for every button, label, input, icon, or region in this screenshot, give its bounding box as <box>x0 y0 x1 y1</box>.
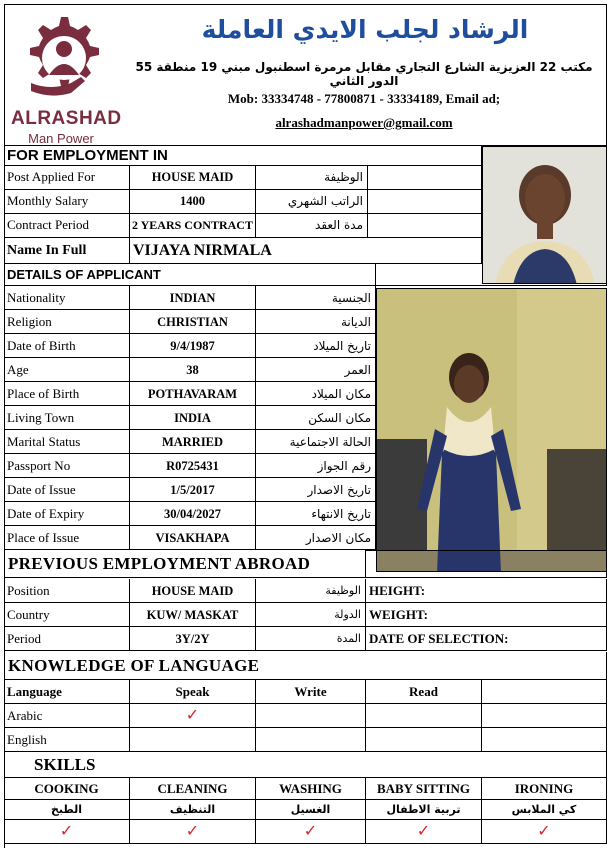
contract-label: Contract Period <box>4 214 130 238</box>
empty-cell <box>482 680 607 704</box>
applicant-field-label: Marital Status <box>4 430 130 454</box>
previous-field-label-ar: الدولة <box>256 603 366 627</box>
applicant-field-label-ar: مكان الميلاد <box>256 382 376 406</box>
previous-section-title: PREVIOUS EMPLOYMENT ABROAD <box>4 550 366 578</box>
skill-check: ✓ <box>4 820 130 844</box>
applicant-field-value: INDIAN <box>130 286 256 310</box>
company-phone: Mob: 33334748 - 77800871 - 33334189, Email ad; <box>227 91 501 106</box>
form-header <box>4 4 607 146</box>
empty-cell <box>366 704 482 728</box>
salary-value: 1400 <box>130 190 256 214</box>
empty-cell <box>366 550 607 578</box>
applicant-field-value: 1/5/2017 <box>130 478 256 502</box>
skill-name: WASHING <box>256 778 366 800</box>
applicant-field-label-ar: رقم الجواز <box>256 454 376 478</box>
empty-cell <box>256 704 366 728</box>
post-label: Post Applied For <box>4 166 130 190</box>
empty-cell <box>256 728 366 752</box>
applicant-section-title: DETAILS OF APPLICANT <box>4 264 376 286</box>
physical-field-label: HEIGHT: <box>366 579 607 603</box>
applicant-field-label: Date of Birth <box>4 334 130 358</box>
applicant-field-value: CHRISTIAN <box>130 310 256 334</box>
applicant-field-label-ar: الحالة الاجتماعية <box>256 430 376 454</box>
english-speak-check <box>130 728 256 752</box>
applicant-field-value: VISAKHAPA <box>130 526 256 550</box>
applicant-field-label: Passport No <box>4 454 130 478</box>
empty-cell <box>482 728 607 752</box>
applicant-field-value: 9/4/1987 <box>130 334 256 358</box>
skill-name: CLEANING <box>130 778 256 800</box>
skill-name-ar: كي الملابس <box>482 800 607 820</box>
language-header: Language <box>4 680 130 704</box>
skill-check: ✓ <box>482 820 607 844</box>
applicant-field-label: Nationality <box>4 286 130 310</box>
speak-header: Speak <box>130 680 256 704</box>
previous-field-value: HOUSE MAID <box>130 579 256 603</box>
language-arabic: Arabic <box>4 704 130 728</box>
applicant-field-value: INDIA <box>130 406 256 430</box>
skill-name-ar: الطبخ <box>4 800 130 820</box>
applicant-field-value: 30/04/2027 <box>130 502 256 526</box>
applicant-field-value: 38 <box>130 358 256 382</box>
applicant-field-label-ar: تاريخ الاصدار <box>256 478 376 502</box>
skill-name: COOKING <box>4 778 130 800</box>
contract-label-ar: مدة العقد <box>256 214 368 238</box>
skill-name-ar: الغسيل <box>256 800 366 820</box>
physical-field-label: WEIGHT: <box>366 603 607 627</box>
applicant-field-label-ar: مكان الاصدار <box>256 526 376 550</box>
previous-field-label-ar: المدة <box>256 627 366 651</box>
empty-cell <box>482 704 607 728</box>
language-english: English <box>4 728 130 752</box>
post-label-ar: الوظيفة <box>256 166 368 190</box>
logo-subtext: Man Power <box>28 131 94 146</box>
skill-check: ✓ <box>256 820 366 844</box>
previous-field-value: KUW/ MASKAT <box>130 603 256 627</box>
salary-label: Monthly Salary <box>4 190 130 214</box>
applicant-field-label-ar: تاريخ الميلاد <box>256 334 376 358</box>
contract-value: 2 YEARS CONTRACT <box>130 214 256 238</box>
gear-person-icon <box>11 13 111 105</box>
applicant-field-label: Religion <box>4 310 130 334</box>
empty-cell <box>368 190 482 214</box>
applicant-field-label: Place of Issue <box>4 526 130 550</box>
applicant-field-label-ar: تاريخ الانتهاء <box>256 502 376 526</box>
empty-cell <box>368 214 482 238</box>
skill-name-ar: تربية الاطفال <box>366 800 482 820</box>
company-title-arabic: الرشاد لجلب الايدي العاملة <box>201 15 529 44</box>
skill-name: BABY SITTING <box>366 778 482 800</box>
applicant-field-value: MARRIED <box>130 430 256 454</box>
previous-field-label: Period <box>4 627 130 651</box>
previous-field-value: 3Y/2Y <box>130 627 256 651</box>
application-form <box>4 4 607 848</box>
previous-field-label-ar: الوظيفة <box>256 579 366 603</box>
skill-check: ✓ <box>130 820 256 844</box>
company-logo <box>11 13 122 146</box>
read-header: Read <box>366 680 482 704</box>
applicant-field-value: R0725431 <box>130 454 256 478</box>
arabic-speak-check: ✓ <box>130 704 256 728</box>
applicant-field-label-ar: مكان السكن <box>256 406 376 430</box>
write-header: Write <box>256 680 366 704</box>
post-value: HOUSE MAID <box>130 166 256 190</box>
empty-cell <box>366 728 482 752</box>
applicant-field-label-ar: الجنسية <box>256 286 376 310</box>
employment-section-title: FOR EMPLOYMENT IN <box>4 146 482 166</box>
language-section-title: KNOWLEDGE OF LANGUAGE <box>4 652 607 680</box>
applicant-field-label-ar: العمر <box>256 358 376 382</box>
physical-field-label: DATE OF SELECTION: <box>366 627 607 651</box>
company-address-arabic: مكتب 22 العزيزية الشارع التجاري مقابل مرمرة اسطنبول مبني 19 منطقة 55 الدور الثاني <box>135 60 593 88</box>
previous-field-label: Position <box>4 579 130 603</box>
skill-name: IRONING <box>482 778 607 800</box>
applicant-field-label: Age <box>4 358 130 382</box>
skill-check: ✓ <box>366 820 482 844</box>
applicant-field-label: Date of Issue <box>4 478 130 502</box>
applicant-field-label: Date of Expiry <box>4 502 130 526</box>
applicant-field-label: Living Town <box>4 406 130 430</box>
empty-cell <box>376 264 607 286</box>
applicant-field-label-ar: الديانة <box>256 310 376 334</box>
company-email: alrashadmanpower@gmail.com <box>275 115 453 130</box>
name-value: VIJAYA NIRMALA <box>130 238 482 264</box>
full-body-photo-image <box>377 289 607 572</box>
logo-text: ALRASHAD <box>11 108 122 129</box>
applicant-field-value: POTHAVARAM <box>130 382 256 406</box>
empty-cell <box>368 166 482 190</box>
skill-name-ar: التنظيف <box>130 800 256 820</box>
salary-label-ar: الراتب الشهري <box>256 190 368 214</box>
previous-field-label: Country <box>4 603 130 627</box>
full-body-photo <box>376 288 607 572</box>
applicant-field-label: Place of Birth <box>4 382 130 406</box>
skills-section-title: SKILLS <box>4 752 607 778</box>
name-label: Name In Full <box>4 238 130 264</box>
